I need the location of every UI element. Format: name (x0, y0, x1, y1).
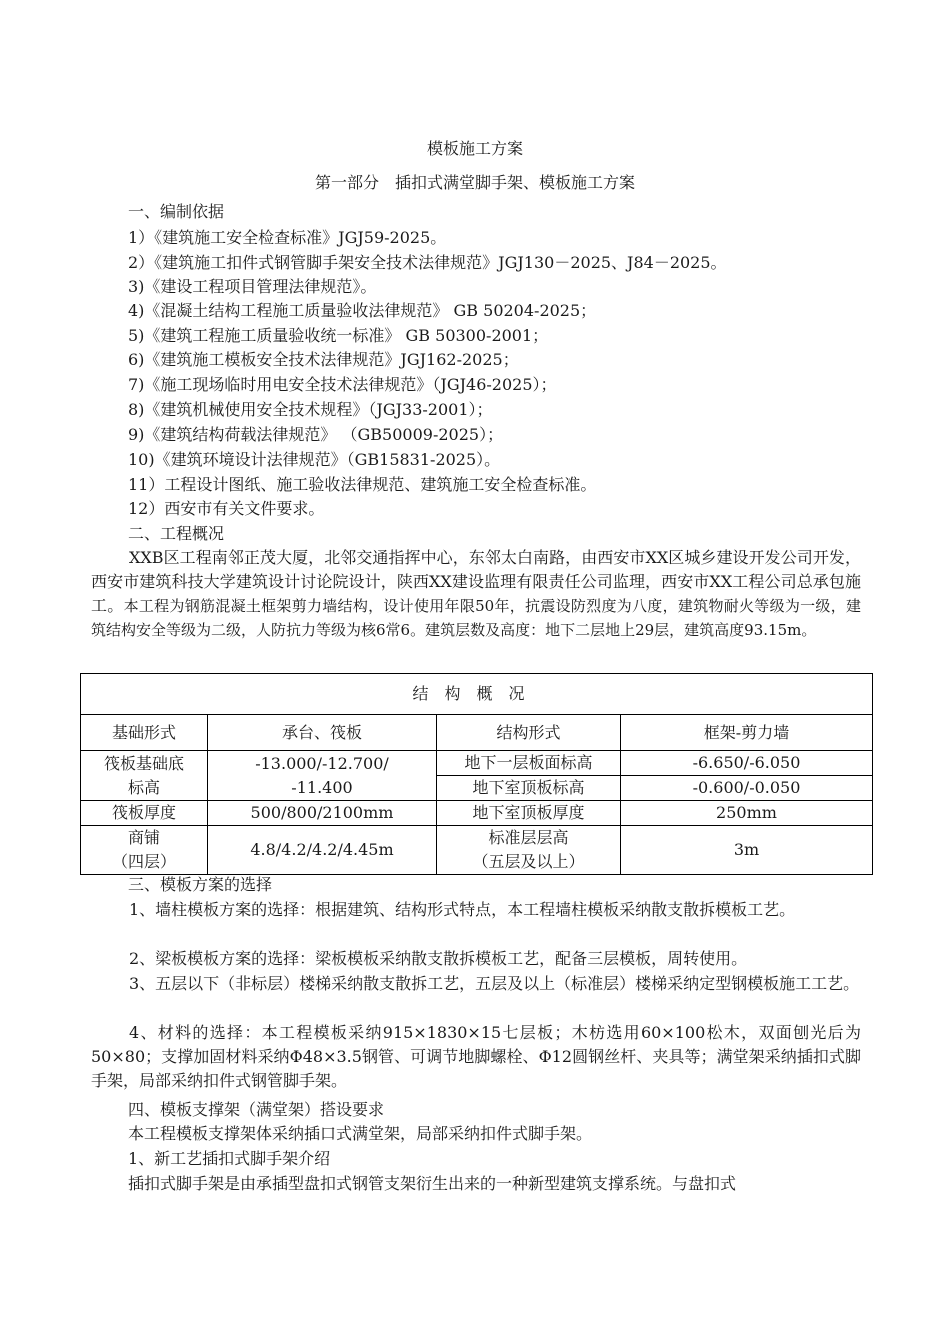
cell-line: 标准层层高 (488, 828, 569, 847)
section-heading-overview: 二、工程概况 (128, 524, 225, 543)
support-intro-paragraph: 插扣式脚手架是由承插型盘扣式钢管支架衍生出来的一种新型建筑支撑系统。与盘扣式 (128, 1174, 737, 1193)
table-cell: 3m (621, 826, 873, 875)
table-cell (437, 826, 621, 875)
table-cell: 框架-剪力墙 (621, 715, 873, 751)
document-subtitle: 第一部分 插扣式满堂脚手架、模板施工方案 (314, 173, 635, 192)
overview-text-part2: 本工程为钢筋混凝土框架剪力墙结构，设计使用年限50年，抗震设防烈度为八度，建筑物耐火等级为一级，建筑结构安全等级为二级，人防抗力等级为核6常6。建筑层数及高度：地下二层地上29层，建筑高度93.15m。 (91, 597, 861, 639)
table-cell: 筏板厚度 (81, 801, 208, 826)
table-cell: 地下一层板面标高 (437, 751, 621, 776)
formwork-paragraph-3 (91, 972, 861, 996)
table-cell: -0.600/-0.050 (621, 776, 873, 801)
basis-item: 1）《建筑施工安全检查标准》JGJ59-2025。 (128, 228, 447, 247)
paragraph-text: 1、墙柱模板方案的选择：根据建筑、结构形式特点，本工程墙柱模板采纳散支散拆模板工艺。 (129, 900, 796, 919)
basis-item: 3)《建设工程项目管理法律规范》。 (128, 277, 377, 296)
basis-item: 9)《建筑结构荷载法律规范》 （GB50009-2025）； (128, 425, 504, 444)
document-title: 模板施工方案 (426, 139, 523, 158)
table-cell: 250mm (621, 801, 873, 826)
table-row (81, 801, 873, 826)
section-heading-formwork: 三、模板方案的选择 (128, 875, 273, 894)
table-cell: 基础形式 (81, 715, 208, 751)
table-cell (81, 751, 208, 801)
cell-line: -11.400 (291, 777, 353, 797)
table-cell: 地下室顶板厚度 (437, 801, 621, 826)
basis-item: 6)《建筑施工模板安全技术法律规范》JGJ162-2025； (128, 350, 519, 369)
basis-item: 11）工程设计图纸、施工验收法律规范、建筑施工安全检查标准。 (128, 475, 597, 494)
paragraph-text: 3、五层以下（非标层）楼梯采纳散支散拆工艺，五层及以上（标准层）楼梯采纳定型钢模板施工工艺。 (129, 974, 860, 993)
basis-item: 7)《施工现场临时用电安全技术法律规范》（JGJ46-2025）； (128, 375, 557, 394)
cell-line: 商铺 (127, 828, 160, 847)
support-subheading: 1、新工艺插扣式脚手架介绍 (128, 1149, 331, 1168)
table-cell (208, 751, 437, 801)
table-cell: 500/800/2100mm (208, 801, 437, 826)
basis-item: 12）西安市有关文件要求。 (128, 499, 325, 518)
basis-item: 10)《建筑环境设计法律规范》（GB15831-2025）。 (128, 450, 501, 469)
basis-item: 2）《建筑施工扣件式钢管脚手架安全技术法律规范》JGJ130－2025、J84－2025。 (128, 253, 727, 272)
table-row (81, 826, 873, 875)
cell-line: 筏板基础底 (103, 753, 184, 773)
table-cell: 4.8/4.2/4.2/4.45m (208, 826, 437, 875)
section-heading-basis: 一、编制依据 (128, 202, 225, 221)
formwork-paragraph-1 (91, 898, 861, 922)
table-cell: -6.650/-6.050 (621, 751, 873, 776)
table-cell (81, 826, 208, 875)
paragraph-text: 2、梁板模板方案的选择：梁板模板采纳散支散拆模板工艺，配备三层模板，周转使用。 (129, 949, 748, 968)
cell-line: （四层） (111, 852, 176, 871)
table-cell: 承台、筏板 (208, 715, 437, 751)
cell-line: 标高 (127, 777, 160, 797)
formwork-paragraph-4 (91, 1021, 861, 1093)
basis-item: 8)《建筑机械使用安全技术规程》（JGJ33-2001）； (128, 400, 493, 419)
overview-text-part1: XXB区工程南邻正茂大厦，北邻交通指挥中心，东邻太白南路，由西安市XX区城乡建设开发公司开发，西安市建筑科技大学建筑设计讨论院设计，陕西XX建设监理有限责任公司监理，西安市XX工程公司总承包施工。 (91, 548, 861, 615)
overview-paragraph (91, 546, 861, 642)
table-row (81, 715, 873, 751)
cell-line: （五层及以上） (472, 852, 585, 871)
table-cell: 地下室顶板标高 (437, 776, 621, 801)
structure-overview-table (80, 673, 873, 875)
cell-line: -13.000/-12.700/ (255, 753, 389, 773)
table-row (81, 751, 873, 776)
section-heading-support: 四、模板支撑架（满堂架）搭设要求 (128, 1100, 385, 1119)
basis-item: 5)《建筑工程施工质量验收统一标准》 GB 50300-2001； (128, 326, 549, 345)
basis-item: 4)《混凝土结构工程施工质量验收法律规范》 GB 50204-2025； (128, 301, 597, 320)
support-paragraph: 本工程模板支撑架体采纳插口式满堂架，局部采纳扣件式脚手架。 (128, 1124, 593, 1143)
formwork-paragraph-2 (91, 947, 861, 971)
table-cell: 结构形式 (437, 715, 621, 751)
table-caption: 结构概况 (81, 674, 873, 715)
paragraph-text: 4、材料的选择：本工程模板采纳915×1830×15七层板；木枋选用60×100松木，双面刨光后为50×80；支撑加固材料采纳Φ48×3.5钢管、可调节地脚螺栓、Φ12圆钢丝杆、夹具等；满堂架采纳插扣式脚手架，局部采纳扣件式钢管脚手架。 (91, 1023, 861, 1090)
